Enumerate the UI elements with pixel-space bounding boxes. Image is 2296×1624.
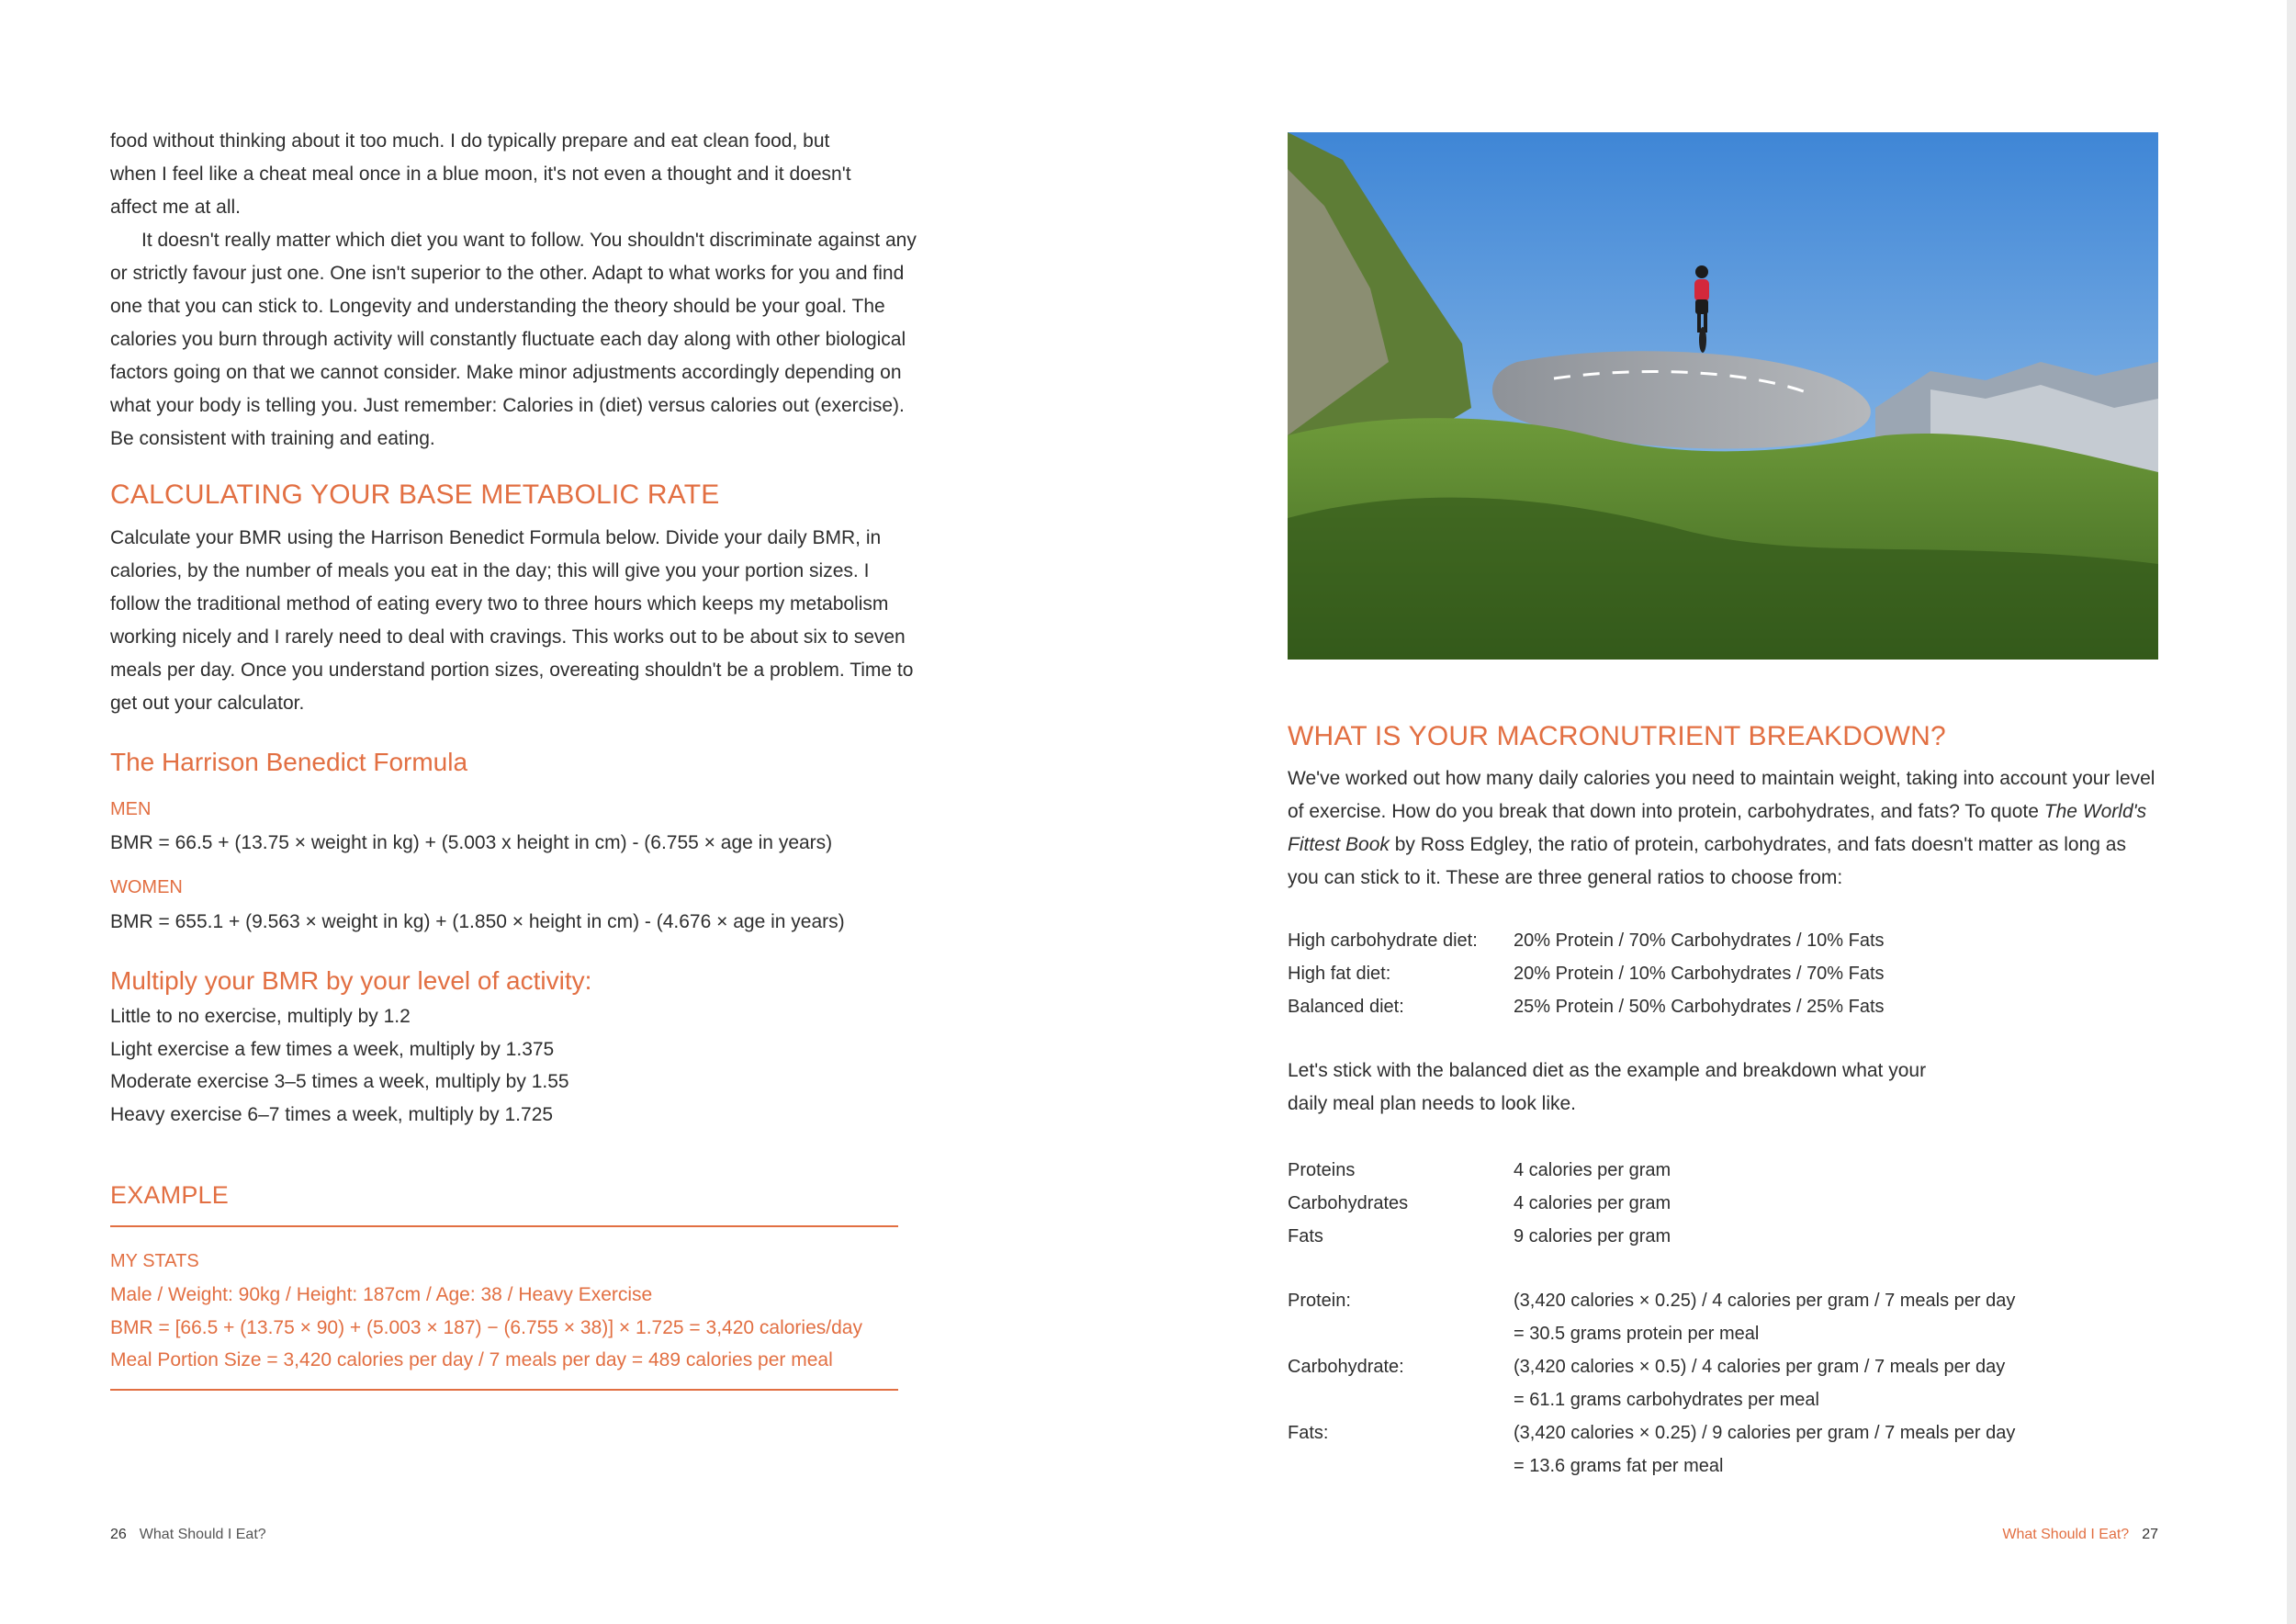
example-top-rule (110, 1225, 898, 1227)
activity-level: Moderate exercise 3–5 times a week, multiply by 1.55 (110, 1071, 569, 1092)
bmr-heading: CALCULATING YOUR BASE METABOLIC RATE (110, 479, 720, 510)
portion-calculation: Meal Portion Size = 3,420 calories per day / 7 meals per day = 489 calories per meal (110, 1349, 833, 1370)
footer-section: What Should I Eat? (139, 1527, 266, 1542)
women-formula: BMR = 655.1 + (9.563 × weight in kg) + (1.850 × height in cm) - (4.676 × age in years) (110, 911, 845, 932)
macro-label: Proteins (1288, 1160, 1356, 1180)
meal-calc-formula: (3,420 calories × 0.5) / 4 calories per gram / 7 meals per day (1514, 1357, 2006, 1377)
intro-paragraph: food without thinking about it too much. I do typically prepare and eat clean food, but when I feel like a cheat meal once in a blue moon, it's not even a thought and it doesn't affect me at all. (110, 130, 851, 218)
diet-ratio-label: Balanced diet: (1288, 997, 1404, 1017)
macro-label: Carbohydrates (1288, 1193, 1409, 1213)
men-label: MEN (110, 799, 152, 819)
balanced-paragraph: Let's stick with the balanced diet as the example and breakdown what your daily meal plan needs to look like. (1288, 1060, 1927, 1114)
macro-paragraph-start: We've worked out how many daily calories you need to maintain weight, taking into account your level of exercise. How do you break that down into protein, carbohydrates, and fats? To quote (1288, 768, 2155, 822)
left-footer (110, 1527, 279, 1543)
page-number: 27 (2142, 1527, 2158, 1542)
example-heading: EXAMPLE (110, 1181, 229, 1209)
macro-label: Fats (1288, 1226, 1323, 1246)
meal-calc-label: Fats: (1288, 1423, 1329, 1443)
footer-section: What Should I Eat? (2002, 1527, 2130, 1542)
diet-ratio-value: 25% Protein / 50% Carbohydrates / 25% Fats (1514, 997, 1885, 1017)
formula-heading: The Harrison Benedict Formula (110, 748, 468, 776)
calories-per-gram-table (1288, 1154, 1671, 1253)
meal-calc-label: Carbohydrate: (1288, 1357, 1404, 1377)
diet-ratio-value: 20% Protein / 70% Carbohydrates / 10% Fats (1514, 930, 1885, 951)
macro-value: 4 calories per gram (1514, 1193, 1671, 1213)
macro-value: 4 calories per gram (1514, 1160, 1671, 1180)
meal-calc-result: = 13.6 grams fat per meal (1514, 1456, 1724, 1476)
page-number: 26 (110, 1527, 127, 1542)
men-formula: BMR = 66.5 + (13.75 × weight in kg) + (5.003 x height in cm) - (6.755 × age in years) (110, 832, 833, 853)
right-footer (1989, 1527, 2158, 1543)
macro-value: 9 calories per gram (1514, 1226, 1671, 1246)
activity-level: Light exercise a few times a week, multiply by 1.375 (110, 1039, 555, 1060)
diet-ratio-label: High fat diet: (1288, 964, 1391, 984)
meal-calc-formula: (3,420 calories × 0.25) / 4 calories per gram / 7 meals per day (1514, 1291, 2016, 1311)
activity-level: Little to no exercise, multiply by 1.2 (110, 1006, 411, 1027)
meal-calc-result: = 61.1 grams carbohydrates per meal (1514, 1390, 1819, 1410)
activity-heading: Multiply your BMR by your level of activity: (110, 966, 592, 995)
meal-calc-label: Protein: (1288, 1291, 1351, 1311)
macro-paragraph (1288, 762, 2158, 895)
stats-line: Male / Weight: 90kg / Height: 187cm / Age: 38 / Heavy Exercise (110, 1284, 653, 1305)
diet-paragraph: It doesn't really matter which diet you want to follow. You shouldn't discriminate against any or strictly favour just one. One isn't superior to the other. Adapt to what works for you and find one that you can stick to. Longevity and understanding the theory should be your goal. The calories you burn through activity will constantly fluctuate each day along with other biological factors going on that we cannot consider. Make minor adjustments accordingly depending on what your body is telling you. Just remember: Calories in (diet) versus calories out (exercise). Be consistent with training and eating. (110, 230, 917, 449)
diet-ratio-table (1288, 924, 1885, 1023)
stats-label: MY STATS (110, 1251, 199, 1271)
meal-calc-result: = 30.5 grams protein per meal (1514, 1324, 1760, 1344)
meal-calculation-table (1288, 1284, 2015, 1483)
macro-paragraph-end: by Ross Edgley, the ratio of protein, carbohydrates, and fats doesn't matter as long as you can stick to it. These are three general ratios to choose from: (1288, 834, 2126, 888)
cyclist-mountain-road-photo (1288, 132, 2158, 660)
example-bottom-rule (110, 1389, 898, 1391)
women-label: WOMEN (110, 877, 183, 897)
diet-ratio-value: 20% Protein / 10% Carbohydrates / 70% Fats (1514, 964, 1885, 984)
macro-heading: WHAT IS YOUR MACRONUTRIENT BREAKDOWN? (1288, 721, 1946, 751)
book-title: The World's Fittest Book (1288, 801, 2147, 855)
meal-calc-formula: (3,420 calories × 0.25) / 9 calories per gram / 7 meals per day (1514, 1423, 2016, 1443)
bmr-paragraph: Calculate your BMR using the Harrison Benedict Formula below. Divide your daily BMR, in calories, by the number of meals you eat in the day; this will give you your portion sizes. I follow the traditional method of eating every two to three hours which keeps my metabolism working nicely and I rarely need to deal with cravings. This works out to be about six to seven meals per day. Once you understand portion sizes, overeating shouldn't be a problem. Time to get out your calculator. (110, 527, 914, 714)
diet-ratio-label: High carbohydrate diet: (1288, 930, 1478, 951)
page-edge-shadow (2287, 0, 2296, 1624)
activity-level: Heavy exercise 6–7 times a week, multiply by 1.725 (110, 1104, 554, 1125)
bmr-calculation: BMR = [66.5 + (13.75 × 90) + (5.003 × 187) − (6.755 × 38)] × 1.725 = 3,420 calories/day (110, 1317, 862, 1338)
